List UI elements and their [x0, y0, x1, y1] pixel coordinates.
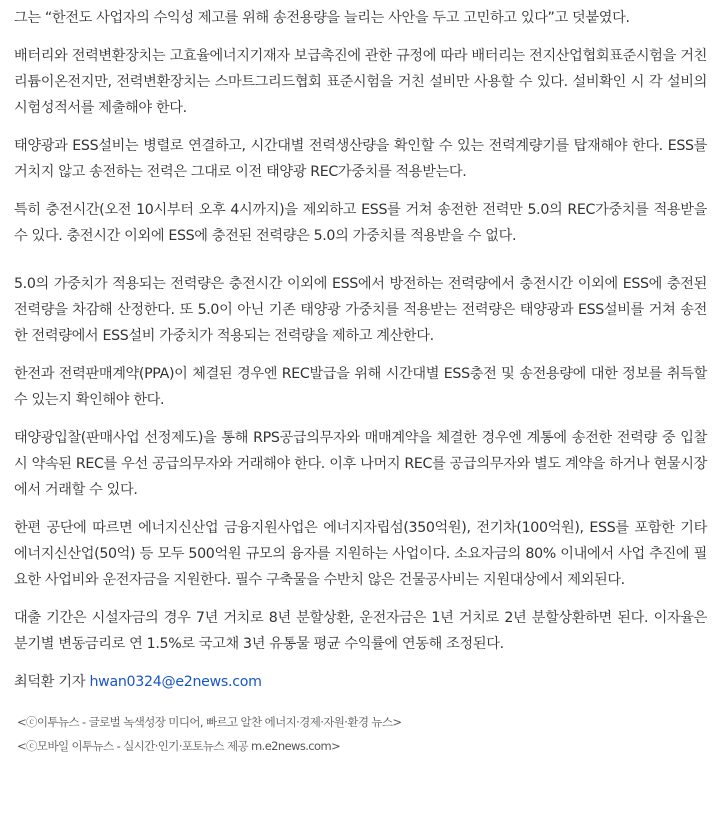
copyright-notice: <ⓒ이투뉴스 - 글로벌 녹색성장 미디어, 빠르고 알찬 에너지·경제·자원·환경 뉴스>	[17, 715, 402, 729]
reporter-name: 최덕환 기자	[14, 674, 90, 690]
mobile-copyright-notice: <ⓒ모바일 이투뉴스 - 실시간·인기·포토뉴스 제공 m.e2news.com>	[17, 739, 341, 753]
article-paragraph: 그는 “한전도 사업자의 수익성 제고를 위해 송전용량을 늘리는 사안을 두고 고민하고 있다”고 덧붙였다.	[14, 10, 630, 26]
article-paragraph: 태양광과 ESS설비는 병렬로 연결하고, 시간대별 전력생산량을 확인할 수 있는 전력계량기를 탑재해야 한다. ESS를 거치지 않고 송전하는 전력은 그대로 이전 태양광 REC가중치를 적용받는다.	[14, 138, 707, 180]
article-paragraph: 특히 충전시간(오전 10시부터 오후 4시까지)을 제외하고 ESS를 거쳐 송전한 전력만 5.0의 REC가중치를 적용받을 수 있다. 충전시간 이외에 ESS에 충전된 전력량은 5.0의 가중치를 적용받을 수 없다.	[14, 202, 707, 244]
article-paragraph: 배터리와 전력변환장치는 고효율에너지기재자 보급촉진에 관한 규정에 따라 배터리는 전지산업협회표준시험을 거친 리튬이온전지만, 전력변환장치는 스마트그리드협회 표준시험을 거친 설비만 사용할 수 있다. 설비확인 시 각 설비의 시험성적서를 제출해야 한다.	[14, 48, 707, 116]
article-paragraph: 대출 기간은 시설자금의 경우 7년 거치로 8년 분할상환, 운전자금은 1년 거치로 2년 분할상환하면 된다. 이자율은 분기별 변동금리로 연 1.5%로 국고채 3년 유통물 평균 수익률에 연동해 조정된다.	[14, 610, 707, 652]
article-paragraph: 5.0의 가중치가 적용되는 전력량은 충전시간 이외에 ESS에서 방전하는 전력량에서 충전시간 이외에 ESS에 충전된 전력량을 차감해 산정한다. 또 5.0이 아닌 기존 태양광 가중치를 적용받는 전력량은 태양광과 ESS설비를 거쳐 송전한 전력량에서 ESS설비 가중치가 적용되는 전력량을 제하고 계산한다.	[14, 276, 707, 344]
article-paragraph: 한전과 전력판매계약(PPA)이 체결된 경우엔 REC발급을 위해 시간대별 ESS충전 및 송전용량에 대한 정보를 취득할 수 있는지 확인해야 한다.	[14, 366, 707, 408]
article-paragraph: 한편 공단에 따르면 에너지신산업 금융지원사업은 에너지자립섬(350억원), 전기차(100억원), ESS를 포함한 기타 에너지신산업(50억) 등 모두 500억원 규모의 융자를 지원하는 사업이다. 소요자금의 80% 이내에서 사업 추진에 필요한 사업비와 운전자금을 지원한다. 필수 구축물을 수반치 않은 건물공사비는 지원대상에서 제외된다.	[14, 520, 707, 588]
article-paragraph: 태양광입찰(판매사업 선정제도)을 통해 RPS공급의무자와 매매계약을 체결한 경우엔 계통에 송전한 전력량 중 입찰시 약속된 REC를 우선 공급의무자와 거래해야 한다. 이후 나머지 REC를 공급의무자와 별도 계약을 하거나 현물시장에서 거래할 수 있다.	[14, 430, 707, 498]
reporter-byline	[14, 669, 707, 695]
reporter-email-link[interactable]: hwan0324@e2news.com	[89, 674, 262, 690]
